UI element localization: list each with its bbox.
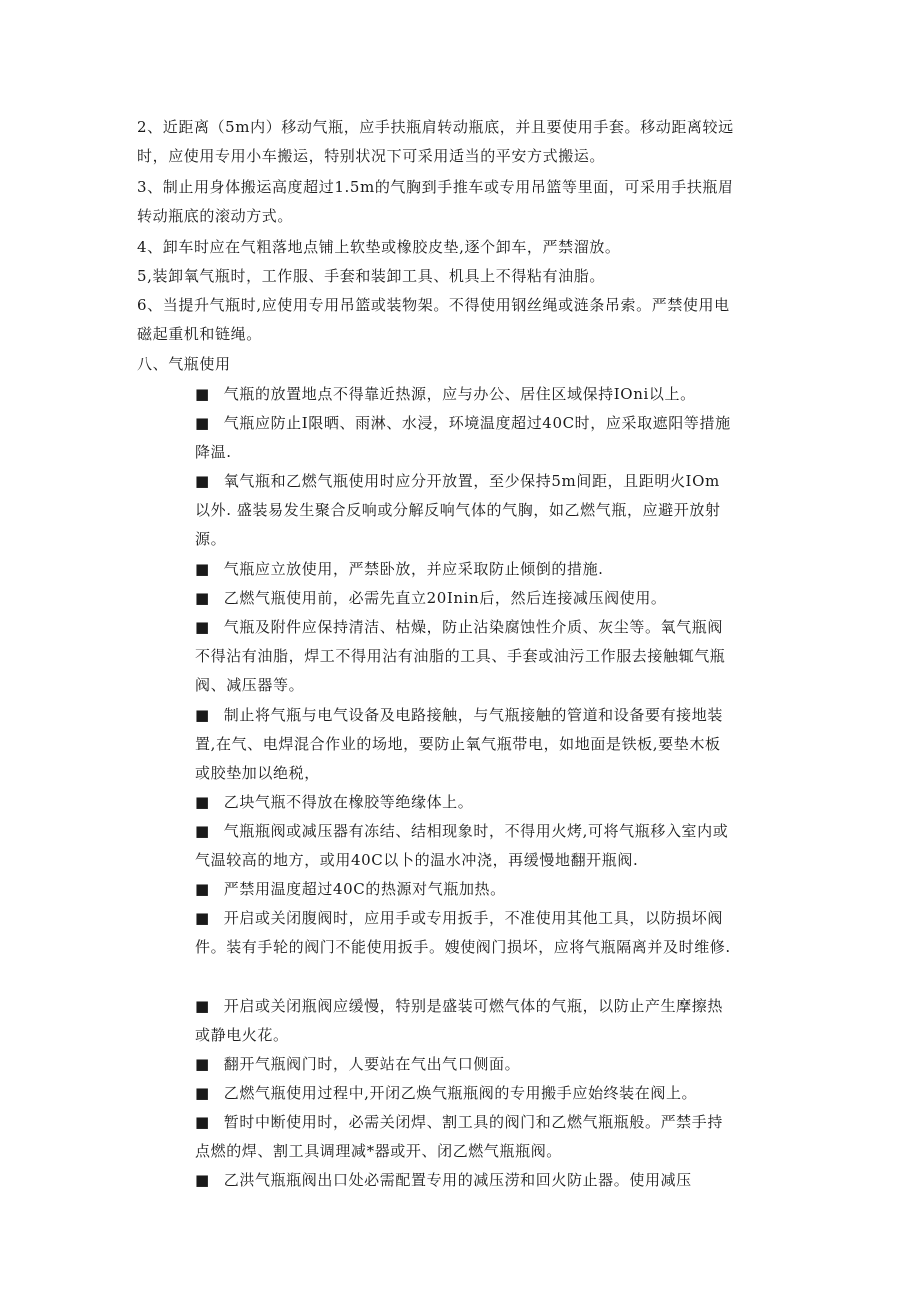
- bullet-marker: ■: [195, 997, 210, 1015]
- bullet-item: [195, 1108, 733, 1166]
- bullet-item: [195, 875, 733, 904]
- bullet-marker: ■: [195, 706, 210, 724]
- bullet-text: 气瓶瓶阀或减压器有冻结、结相现象时，不得用火烤,可将气瓶移入室内或气温较高的地方，或用40C以卜的温水冲浇，再缓慢地翻开瓶阀.: [195, 822, 729, 869]
- bullet-marker: ■: [195, 414, 210, 432]
- bullet-text: 开启或关闭瓶阀应缓慢，特别是盛装可燃气体的气瓶，以防止产生摩擦热或静电火花。: [195, 997, 723, 1044]
- bullet-text: 开启或关闭腹阀时，应用手或专用扳手，不准使用其他工具，以防损坏阀件。装有手轮的阀门不能使用扳手。嫂使阀门损坏，应将气瓶隔离并及时维修.: [195, 909, 731, 956]
- bullet-marker: ■: [195, 1171, 210, 1189]
- paragraph-2: 2、近距离（5m内）移动气瓶，应手扶瓶肩转动瓶底，并且要使用手套。移动距离较远时，应使用专用小车搬运，特别状况下可采用适当的平安方式搬运。: [137, 118, 734, 165]
- bullet-marker: ■: [195, 385, 210, 403]
- bullet-item: [195, 613, 733, 700]
- bullet-marker: ■: [195, 909, 210, 927]
- paragraph-4: 4、卸车时应在气粗落地点铺上软垫或橡胶皮垫,逐个卸车，严禁溜放。: [137, 238, 621, 256]
- bullet-text: 乙燃气瓶使用过程中,开闭乙焕气瓶瓶阀的专用搬手应始终装在阀上。: [223, 1084, 698, 1102]
- bullet-marker: ■: [195, 822, 210, 840]
- paragraph-6: 6、当提升气瓶时,应使用专用吊篮或装物架。不得使用钢丝绳或涟条吊索。严禁使用电磁起重机和链绳。: [137, 296, 730, 343]
- bullet-text: 暂时中断使用时，必需关闭焊、割工具的阀门和乙燃气瓶瓶般。严禁手持点燃的焊、割工具调理减*器或开、闭乙燃气瓶瓶阀。: [195, 1113, 723, 1160]
- bullet-item: [195, 992, 733, 1050]
- bullet-marker: ■: [195, 589, 210, 607]
- bullet-text: 气瓶应立放使用，严禁卧放，并应采取防止倾倒的措施.: [223, 560, 604, 578]
- bullet-item: [195, 701, 733, 788]
- bullet-marker: ■: [195, 880, 210, 898]
- bullet-text: 气瓶的放置地点不得靠近热源，应与办公、居住区域保持IOni以上。: [223, 385, 696, 403]
- bullet-marker: ■: [195, 793, 210, 811]
- bullet-marker: ■: [195, 1084, 210, 1102]
- bullet-item: [195, 409, 733, 467]
- bullet-marker: ■: [195, 560, 210, 578]
- bullet-text: 严禁用温度超过40C的热源对气瓶加热。: [223, 880, 506, 898]
- bullet-marker: ■: [195, 1055, 210, 1073]
- bullet-item: [195, 788, 733, 817]
- bullet-item: [195, 1050, 733, 1079]
- bullet-text: 翻开气瓶阀门时，人要站在气出气口侧面。: [223, 1055, 521, 1073]
- bullet-item: [195, 904, 733, 962]
- bullet-text: 氧气瓶和乙燃气瓶使用时应分开放置，至少保持5m间距，且距明火IOm以外. 盛装易发生聚合反响或分解反响气体的气胸，如乙燃气瓶，应避开放射源。: [195, 472, 721, 548]
- section-heading: 八、气瓶使用: [137, 355, 231, 373]
- bullet-text: 气瓶及附件应保持清洁、枯燥，防止沾染腐蚀性介质、灰尘等。氧气瓶阀不得沾有油脂，焊工不得用沾有油脂的工具、手套或油污工作服去接触辄气瓶阀、减压器等。: [195, 618, 726, 694]
- bullet-text: 乙块气瓶不得放在橡胶等绝缘体上。: [223, 793, 474, 811]
- bullet-item: [195, 380, 733, 409]
- paragraph-5: 5,装卸氧气瓶时，工作服、手套和装卸工具、机具上不得粘有油脂。: [137, 267, 605, 285]
- bullet-marker: ■: [195, 1113, 210, 1131]
- bullet-text: 乙燃气瓶使用前，必需先直立20Inin后，然后连接减压阀使用。: [223, 589, 667, 607]
- bullet-marker: ■: [195, 618, 210, 636]
- bullet-item: [195, 817, 733, 875]
- bullet-item: [195, 584, 733, 613]
- bullet-item: [195, 1079, 733, 1108]
- bullet-item: [195, 1166, 733, 1195]
- bullet-text: 制止将气瓶与电气设备及电路接触，与气瓶接触的管道和设备要有接地装置,在气、电焊混合作业的场地，要防止氧气瓶带电，如地面是铁板,要垫木板或胶垫加以绝税，: [195, 706, 723, 782]
- bullet-text: 气瓶应防止I限晒、雨淋、水浸，环境温度超过40C时，应采取遮阳等措施降温.: [195, 414, 731, 461]
- paragraph-3: 3、制止用身体搬运高度超过1.5m的气胸到手推车或专用吊篮等里面，可采用手扶瓶眉转动瓶底的滚动方式。: [137, 178, 734, 225]
- bullet-item: [195, 555, 733, 584]
- bullet-item: [195, 467, 733, 554]
- bullet-text: 乙洪气瓶瓶阀出口处必需配置专用的减压涝和回火防止器。使用减压: [223, 1171, 692, 1189]
- bullet-marker: ■: [195, 472, 210, 490]
